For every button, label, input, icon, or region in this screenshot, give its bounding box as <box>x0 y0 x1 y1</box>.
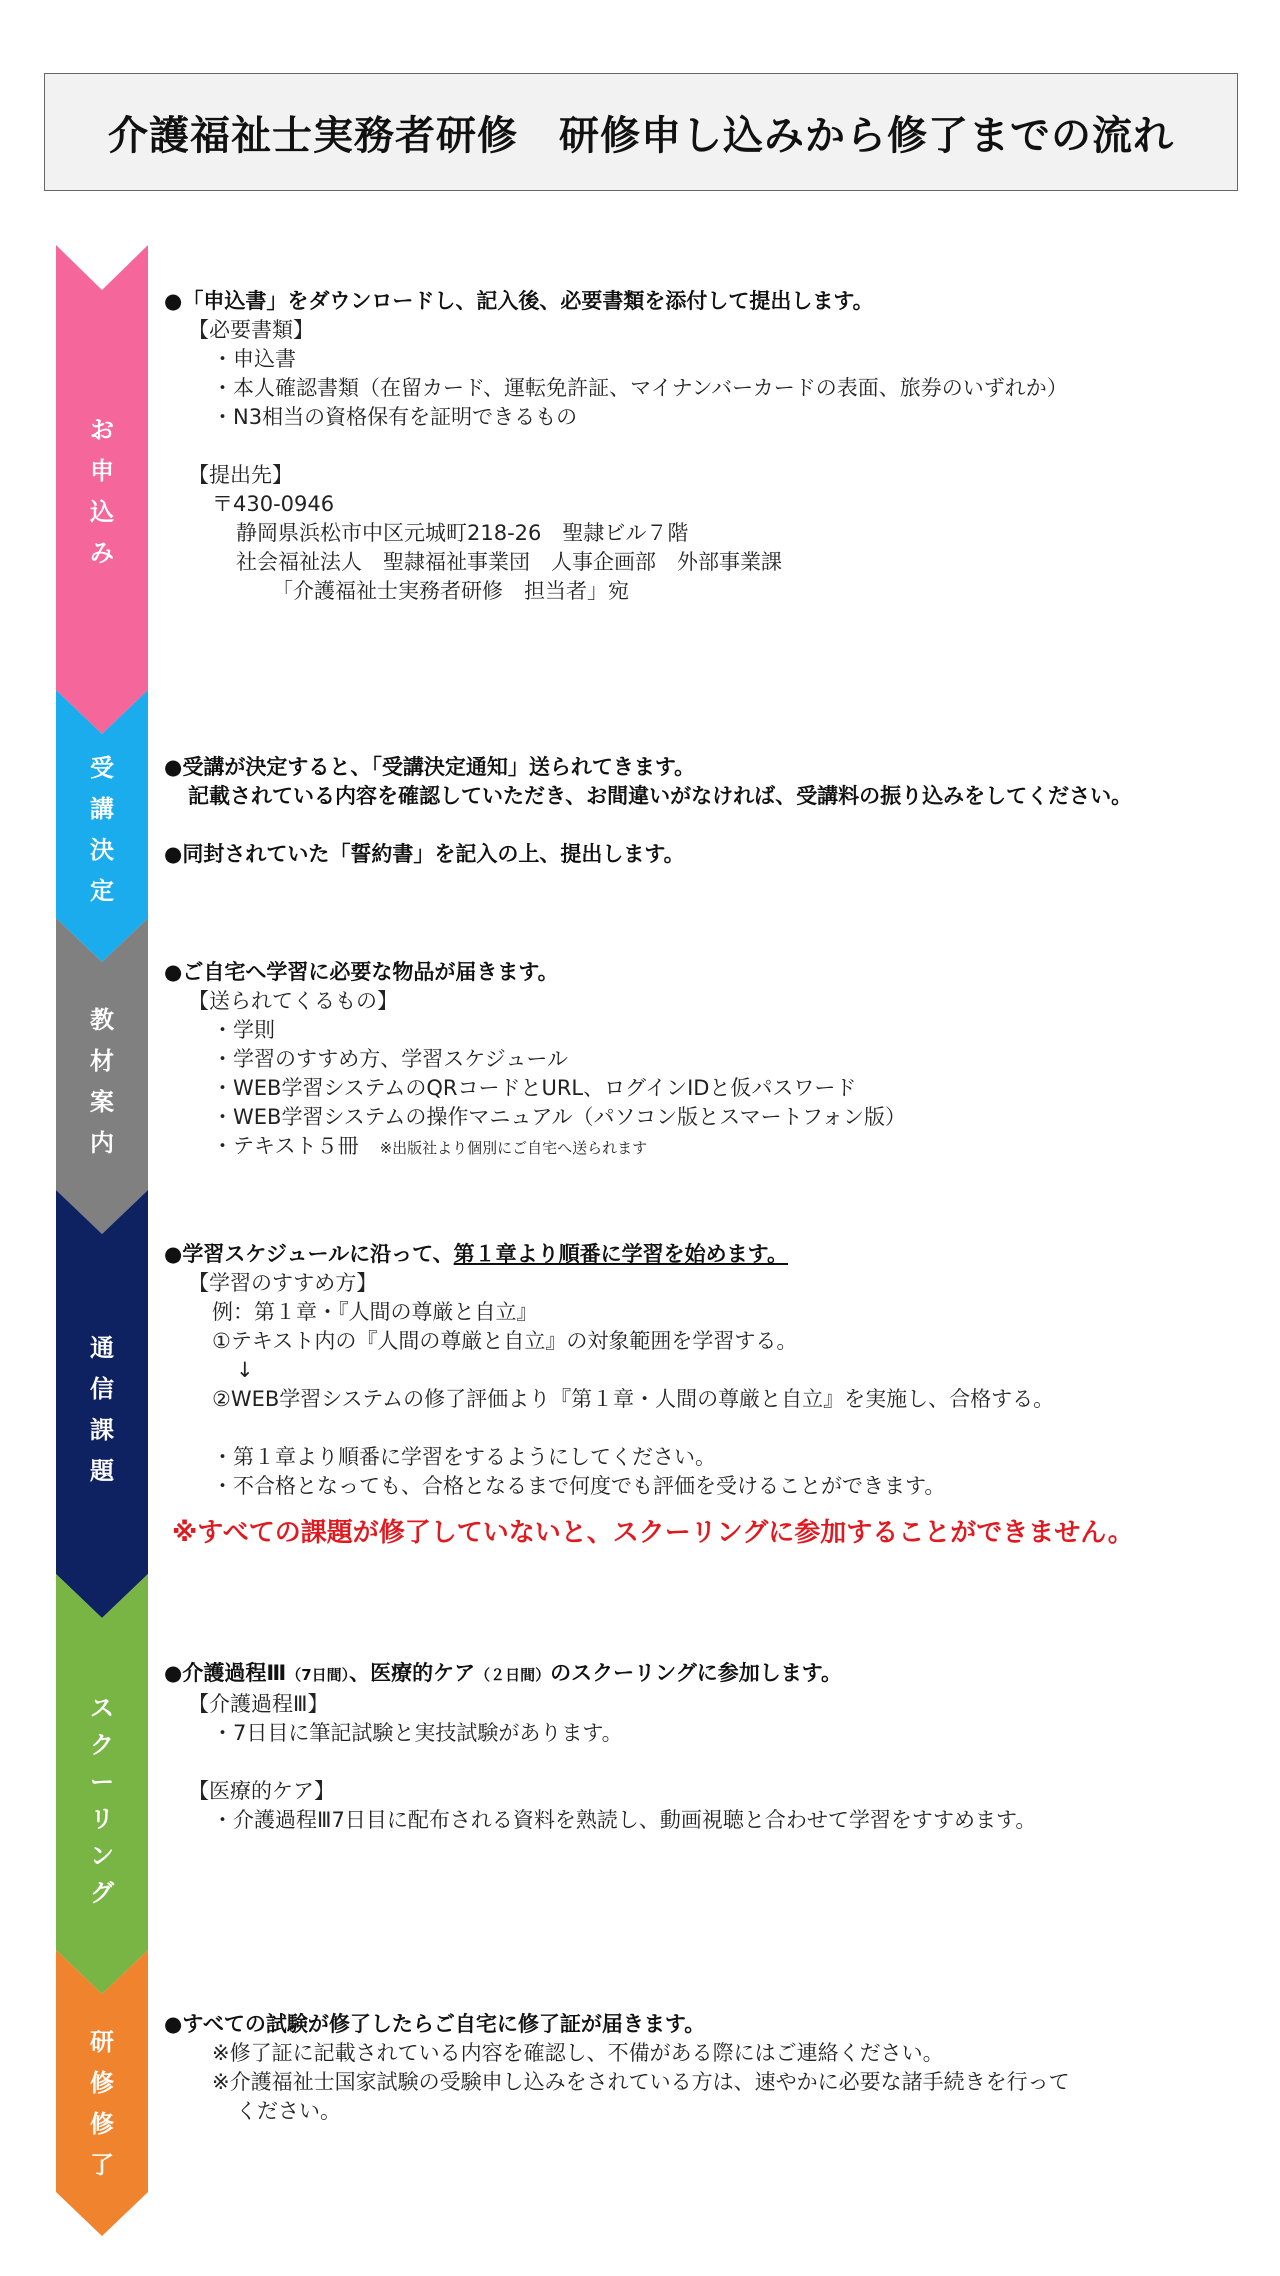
complete-note-continued: ください。 <box>236 2099 341 2123</box>
material-item: ・学習のすすめ方、学習スケジュール <box>212 1047 568 1071</box>
down-arrow-icon: ↓ <box>236 1358 254 1382</box>
assignment-step-2: ②WEB学習システムの修了評価より『第１章・人間の尊厳と自立』を実施し、合格する。 <box>212 1387 1055 1411</box>
material-item: ・WEB学習システムの操作マニュアル（パソコン版とスマートフォン版） <box>212 1105 906 1129</box>
assignment-subtitle: 【学習のすすめ方】 <box>188 1271 378 1295</box>
step-label-decide: 受 講 決 定 <box>90 754 114 905</box>
schooling-item: ・7日目に筆記試験と実技試験があります。 <box>212 1721 623 1745</box>
material-item: ・学則 <box>212 1018 275 1042</box>
schooling-warning: ※すべての課題が修了していないと、スクーリングに参加することができません。 <box>172 1518 1134 1548</box>
step-label-material: 教 材 案 内 <box>90 1006 114 1157</box>
section-assignment <box>164 1240 1274 1551</box>
section-decide <box>164 753 1274 869</box>
pledge-heading: ●同封されていた「誓約書」を記入の上、提出します。 <box>164 842 685 866</box>
schooling-days: （7日間） <box>286 1666 350 1684</box>
apply-heading: ●「申込書」をダウンロードし、記入後、必要書類を添付して提出します。 <box>164 289 874 313</box>
schooling-heading: のスクーリングに参加します。 <box>550 1661 843 1685</box>
material-heading: ●ご自宅へ学習に必要な物品が届きます。 <box>164 960 559 984</box>
step-label-complete: 研 修 修 了 <box>90 2028 114 2179</box>
assignment-example: 例：第１章・『人間の尊厳と自立』 <box>212 1300 538 1324</box>
assignment-note: ・第１章より順番に学習をするようにしてください。 <box>212 1445 716 1469</box>
material-subtitle: 【送られてくるもの】 <box>188 989 398 1013</box>
postal-code: 〒430-0946 <box>212 492 335 516</box>
section-complete <box>164 2010 1274 2126</box>
address: 静岡県浜松市中区元城町218-26 聖隷ビル７階 <box>236 521 689 545</box>
section-schooling <box>164 1659 1274 1835</box>
section-material <box>164 958 1274 1163</box>
schooling-days: （２日間） <box>475 1666 551 1684</box>
step-label-schooling: ス ク ー リ ン グ <box>90 1694 114 1907</box>
schooling-item: ・介護過程Ⅲ7日目に配布される資料を熟読し、動画視聴と合わせて学習をすすめます。 <box>212 1808 1037 1832</box>
doc-item: ・申込書 <box>212 347 296 371</box>
doc-item: ・N3相当の資格保有を証明できるもの <box>212 405 578 429</box>
complete-note: ※介護福祉士国家試験の受験申し込みをされている方は、速やかに必要な諸手続きを行って <box>212 2070 1070 2094</box>
schooling-subtitle: 【介護過程Ⅲ】 <box>188 1692 329 1716</box>
assignment-heading: ●学習スケジュールに沿って、 <box>164 1242 454 1266</box>
section-apply <box>164 287 1274 606</box>
complete-heading: ●すべての試験が修了したらご自宅に修了証が届きます。 <box>164 2012 706 2036</box>
assignment-note: ・不合格となっても、合格となるまで何度でも評価を受けることができます。 <box>212 1474 946 1498</box>
decide-detail: 記載されている内容を確認していただき、お間違いがなければ、受講料の振り込みをしてください。 <box>188 784 1133 808</box>
step-label-apply: お 申 込 み <box>90 416 114 567</box>
material-item: ・テキスト５冊 <box>212 1134 359 1158</box>
assignment-heading-underlined: 第１章より順番に学習を始めます。 <box>453 1242 788 1266</box>
assignment-step-1: ①テキスト内の『人間の尊厳と自立』の対象範囲を学習する。 <box>212 1329 798 1353</box>
material-note: ※出版社より個別にご自宅へ送られます <box>379 1139 648 1157</box>
material-item: ・WEB学習システムのQRコードとURL、ログインIDと仮パスワード <box>212 1076 857 1100</box>
schooling-heading: 、医療的ケア <box>349 1661 476 1685</box>
page-title: 介護福祉士実務者研修 研修申し込みから修了までの流れ <box>108 112 1174 159</box>
destination-title: 【提出先】 <box>188 463 293 487</box>
complete-note: ※修了証に記載されている内容を確認し、不備がある際にはご連絡ください。 <box>212 2041 944 2065</box>
schooling-subtitle: 【医療的ケア】 <box>188 1779 335 1803</box>
decide-heading: ●受講が決定すると、「受講決定通知」送られてきます。 <box>164 755 696 779</box>
step-label-assignment: 通 信 課 題 <box>90 1334 114 1485</box>
doc-item: ・本人確認書類（在留カード、運転免許証、マイナンバーカードの表面、旅券のいずれか） <box>212 376 1068 400</box>
organization: 社会福祉法人 聖隷福祉事業団 人事企画部 外部事業課 <box>236 550 782 574</box>
required-docs-title: 【必要書類】 <box>188 318 314 342</box>
schooling-heading: ●介護過程Ⅲ <box>164 1661 287 1685</box>
attention-line: 「介護福祉士実務者研修 担当者」宛 <box>272 579 629 603</box>
